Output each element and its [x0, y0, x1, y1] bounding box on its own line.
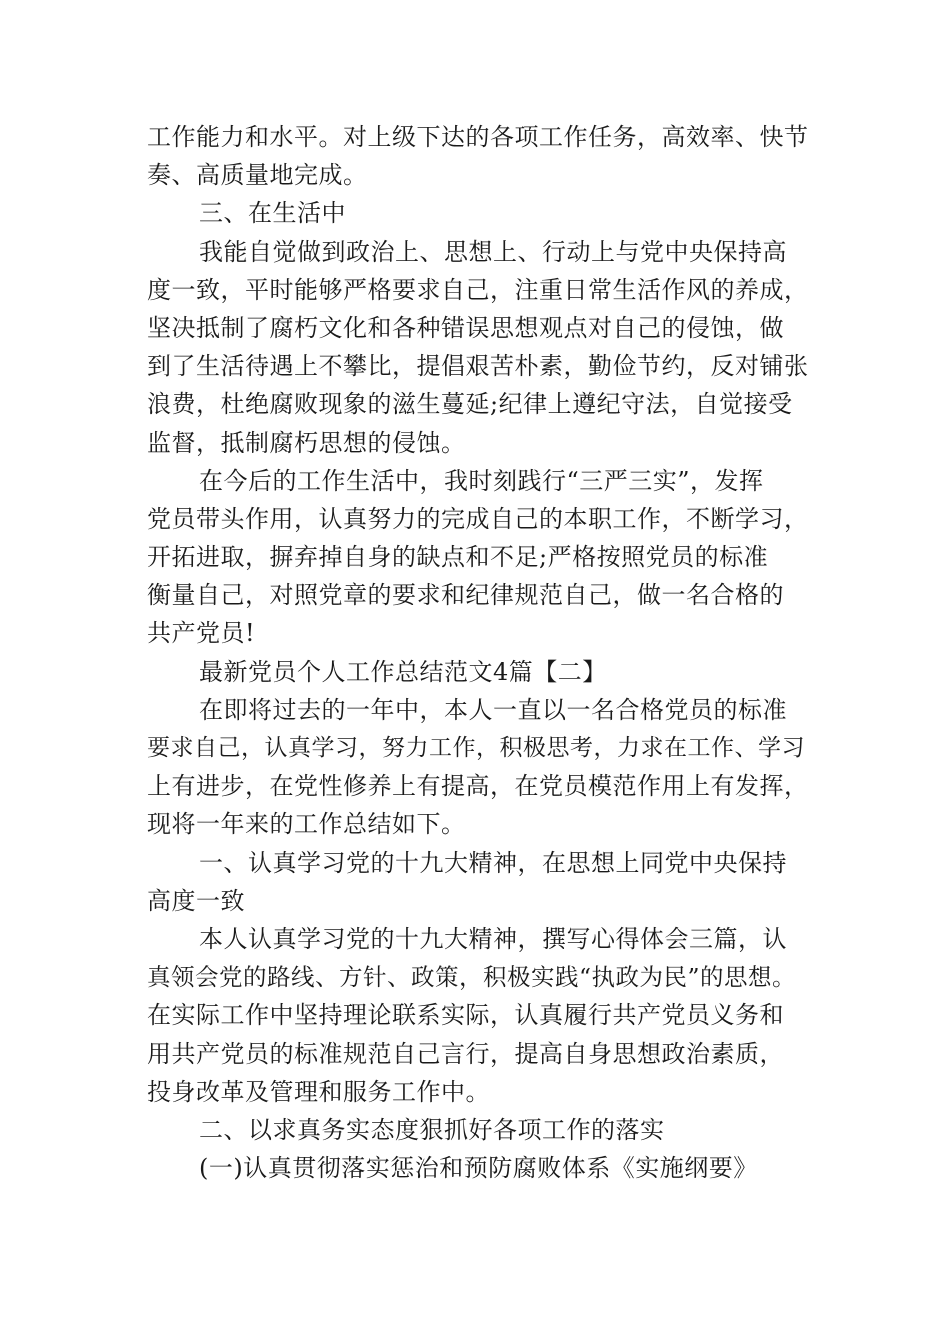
- text-line: 共产党员!: [147, 619, 256, 648]
- text-line: 本人认真学习党的十九大精神，撰写心得体会三篇，认: [199, 924, 787, 953]
- document-body: [147, 118, 809, 1187]
- text-line: 在实际工作中坚持理论联系实际，认真履行共产党员义务和: [147, 1001, 784, 1030]
- text-line: 度一致，平时能够严格要求自己，注重日常生活作风的养成，: [147, 275, 809, 304]
- text-line: 在今后的工作生活中，我时刻践行“三严三实”，发挥: [199, 466, 764, 495]
- text-line: 高度一致: [147, 886, 245, 915]
- text-line: 二、以求真务实态度狠抓好各项工作的落实: [199, 1115, 665, 1144]
- text-line: 在即将过去的一年中，本人一直以一名合格党员的标准: [199, 695, 787, 724]
- text-line: 浪费，杜绝腐败现象的滋生蔓延;纪律上遵纪守法，自觉接受: [147, 390, 793, 419]
- text-line: 监督，抵制腐朽思想的侵蚀。: [147, 428, 466, 457]
- text-line: 衡量自己，对照党章的要求和纪律规范自己，做一名合格的: [147, 581, 784, 610]
- text-line: 要求自己，认真学习，努力工作，积极思考，力求在工作、学习: [147, 735, 805, 761]
- text-line: 三、在生活中: [199, 199, 346, 228]
- text-line: 真领会党的路线、方针、政策，积极实践“执政为民”的思想。: [147, 963, 797, 992]
- text-line: 上有进步，在党性修养上有提高，在党员模范作用上有发挥，: [147, 772, 809, 801]
- text-line: 奏、高质量地完成。: [147, 161, 368, 190]
- text-line: (一)认真贯彻落实惩治和预防腐败体系《实施纲要》: [199, 1154, 758, 1183]
- text-line: 坚决抵制了腐朽文化和各种错误思想观点对自己的侵蚀，做: [147, 313, 784, 342]
- text-line: 党员带头作用，认真努力的完成自己的本职工作，不断学习，: [147, 504, 809, 533]
- text-line: 最新党员个人工作总结范文4篇【二】: [199, 657, 607, 686]
- text-line: 到了生活待遇上不攀比，提倡艰苦朴素，勤俭节约，反对铺张: [147, 352, 809, 381]
- text-line: 工作能力和水平。对上级下达的各项工作任务，高效率、快节: [147, 123, 809, 151]
- text-line: 用共产党员的标准规范自己言行，提高自身思想政治素质，: [147, 1039, 784, 1068]
- text-line: 我能自觉做到政治上、思想上、行动上与党中央保持高: [199, 237, 787, 266]
- text-line: 一、认真学习党的十九大精神，在思想上同党中央保持: [199, 848, 787, 877]
- text-line: 现将一年来的工作总结如下。: [147, 810, 466, 839]
- text-line: 开拓进取，摒弃掉自身的缺点和不足;严格按照党员的标准: [147, 543, 769, 572]
- text-line: 投身改革及管理和服务工作中。: [147, 1077, 490, 1106]
